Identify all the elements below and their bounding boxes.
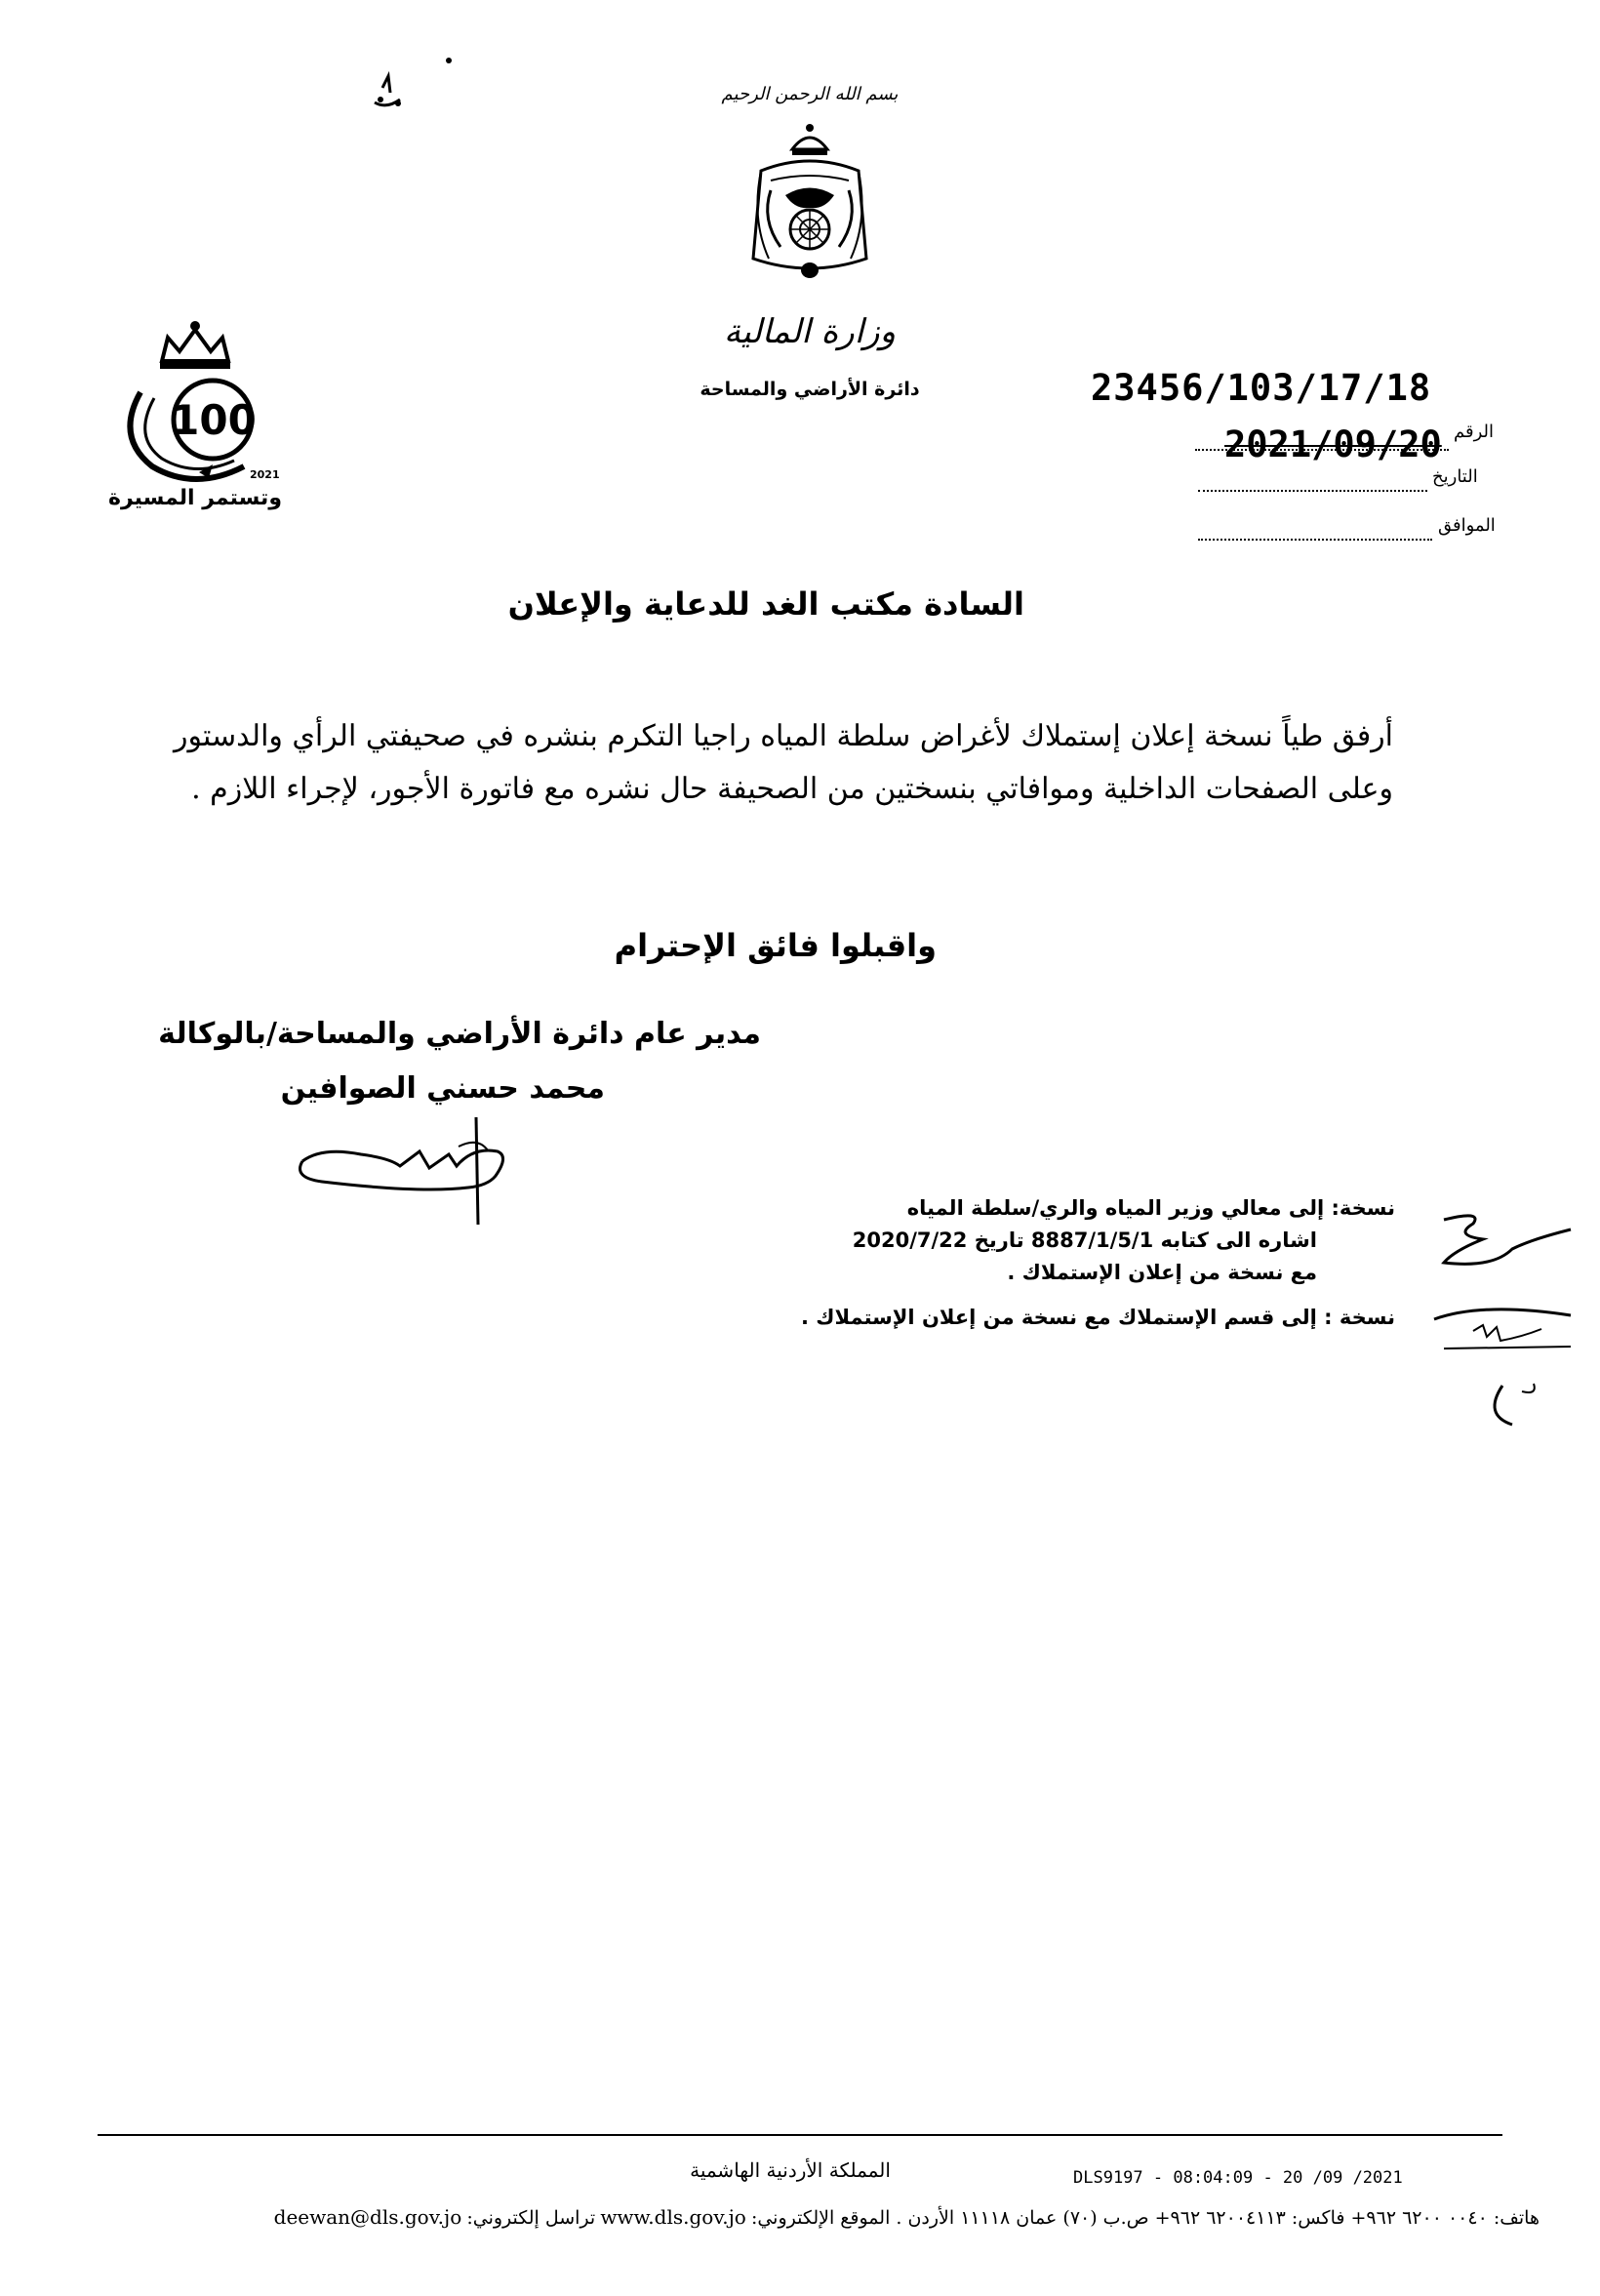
- reference-date-value: 2021/09/20: [1224, 423, 1442, 465]
- signatory-title: مدير عام دائرة الأراضي والمساحة/بالوكالة: [158, 1017, 761, 1051]
- handwritten-signature: [283, 1108, 517, 1234]
- footer-email-label: تراسل إلكتروني:: [466, 2207, 596, 2229]
- footer-kingdom: المملكة الأردنية الهاشمية: [690, 2158, 891, 2182]
- footer-contact-arabic: هاتف: ٠٠٤٠ ٦٢٠٠ ٩٦٢+ فاكس: ٦٢٠٠٤١١٣ ٩٦٢+ ص.ب (٧٠) عمان ١١١١٨ الأردن . الموقع الإلكتروني:: [750, 2207, 1540, 2229]
- addressee: السادة مكتب الغد للدعاية والإعلان: [507, 585, 1024, 623]
- body-paragraph: أرفق طياً نسخة إعلان إستملاك لأغراض سلطة المياه راجيا التكرم بنشره في صحيفتي الرأي والدستور وعلى الصفحات الداخلية وموافاتي بنسختين من الصحيفة حال نشره مع فاتورة الأجور، لإجراء اللازم .: [174, 719, 1393, 806]
- footer-divider: [98, 2134, 1502, 2136]
- reference-date-dots: [1198, 490, 1427, 492]
- centenary-emblem: [98, 310, 293, 515]
- footer-contact-line: [96, 2205, 1540, 2229]
- closing-line: واقبلوا فائق الإحترام: [614, 927, 937, 964]
- reference-corresponding-label: الموافق: [1438, 515, 1496, 536]
- footer-website: www.dls.gov.jo: [600, 2205, 746, 2229]
- footer-email: deewan@dls.gov.jo: [273, 2205, 462, 2229]
- handwritten-initials: [1424, 1200, 1590, 1444]
- signatory-name: محمد حسني الصوافين: [280, 1071, 605, 1106]
- copy-line-3: مع نسخة من إعلان الإستملاك .: [1007, 1261, 1317, 1284]
- reference-number-label: الرقم: [1454, 422, 1495, 442]
- centenary-logo-icon: [98, 310, 293, 486]
- copy-line-1: نسخة: إلى معالي وزير المياه والري/سلطة المياه: [906, 1196, 1395, 1220]
- department-name: دائرة الأراضي والمساحة: [700, 379, 920, 400]
- copy-line-2: اشاره الى كتابه 8887/1/5/1 تاريخ 2020/7/22: [852, 1229, 1317, 1252]
- copy-line-4: نسخة : إلى قسم الإستملاك مع نسخة من إعلان الإستملاك .: [801, 1306, 1395, 1329]
- reference-number-value: 23456/103/17/18: [1091, 367, 1432, 409]
- ministry-name: وزارة المالية: [724, 312, 896, 351]
- footer-stamp: DLS9197 - 08:04:09 - 20 /09 /2021: [1073, 2168, 1403, 2188]
- basmala: بسم الله الرحمن الرحيم: [721, 84, 899, 104]
- reference-corresponding-dots: [1198, 539, 1432, 541]
- centenary-number: 100: [171, 396, 257, 444]
- reference-date-label: التاريخ: [1432, 466, 1478, 487]
- coat-of-arms-emblem: [741, 122, 878, 283]
- centenary-year: 2021: [250, 468, 280, 481]
- stray-marks: [361, 49, 459, 127]
- centenary-slogan: وتستمر المسيرة: [108, 486, 282, 510]
